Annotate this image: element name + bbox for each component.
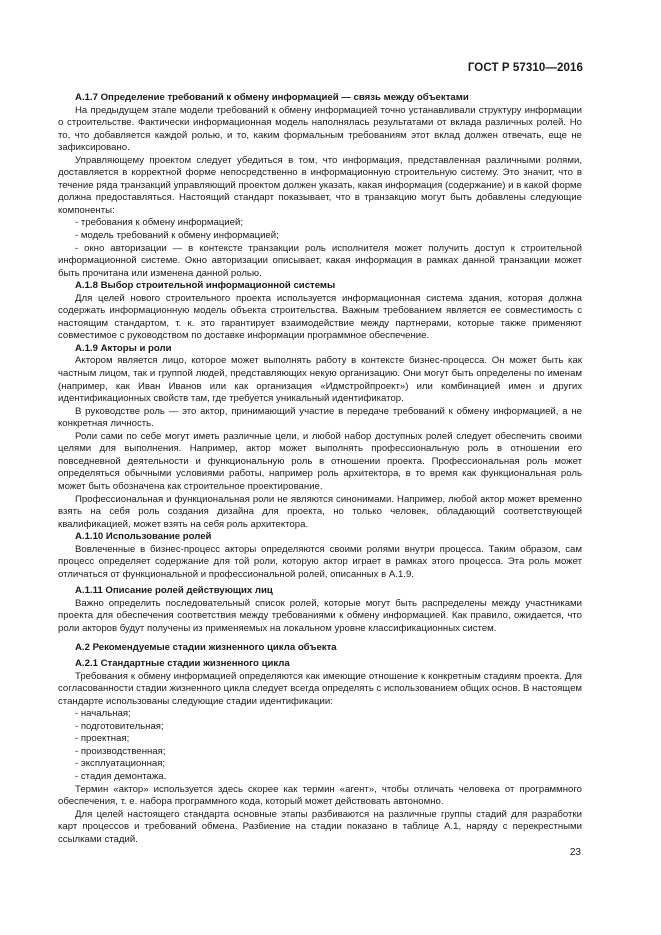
paragraph: Важно определить последовательный список ролей, которые могут быть распределены между участниками проекта для обеспечения соответствия между требованиями к обмену информацией. Как правило, ожидается, что роли акторов будут получены из применяемых на локальном уровне классификационных систем. xyxy=(58,597,582,634)
paragraph: Профессиональная и функциональная роли не являются синонимами. Например, любой актор может временно взять на себя роль создания дизайна для проекта, но только человек, обладающий соответствующей квалификацией, может взять на себя роль архитектора. xyxy=(58,493,582,530)
section-heading-a-1-11: А.1.11 Описание ролей действующих лиц xyxy=(75,585,273,597)
paragraph: Требования к обмену информацией определяются как имеющие отношение к конкретным стадиям проекта. Для согласованности стадии жизненного цикла следует всегда определять с использованием общих основ. В настоящем стандарте использованы следующие стадии идентификации: xyxy=(58,670,582,707)
document-body xyxy=(58,92,582,846)
paragraph: Актором является лицо, которое может выполнять работу в контексте бизнес-процесса. Он может быть как частным лицом, так и группой людей, представляющих некую организацию. Они могут быть определены по именам (например, как Иван Иванов или как организация «Идмстройпроект») или комбинацией имен и других идентификационных свойств там, где требуется уникальный идентификатор. xyxy=(58,355,582,405)
list-item: - подготовительная; xyxy=(75,720,164,732)
list-item: - стадия демонтажа. xyxy=(75,770,167,782)
list-item: - модель требований к обмену информацией; xyxy=(75,230,279,242)
list-item: - проектная; xyxy=(75,733,130,745)
paragraph: В руководстве роль — это актор, принимающий участие в передаче требований к обмену информацией, а не конкретная личность. xyxy=(58,405,582,430)
section-heading-a-2: А.2 Рекомендуемые стадии жизненного цикла объекта xyxy=(75,641,337,653)
page-number: 23 xyxy=(569,847,581,858)
paragraph: Вовлеченные в бизнес-процесс акторы определяются своими ролями внутри процесса. Таким образом, сам процесс определяет содержание для той роли, которую актор играет в рамках этого процесса. Эта роль может отличаться от функциональной и профессиональной ролей, описанных в А.1.9. xyxy=(58,543,582,580)
paragraph: На предыдущем этапе модели требований к обмену информацией точно устанавливали структуру информации о строительстве. Фактически информационная модель наполнялась результатами от вклада различных ролей. Но то, что добавляется каждой ролью, и то, каким формальным требованиям этот вклад должен отвечать, еще не зафиксировано. xyxy=(58,104,582,154)
paragraph: Термин «актор» используется здесь скорее как термин «агент», чтобы отличать человека от программного обеспечения, т. е. набора программного кода, который может действовать автономно. xyxy=(58,783,582,808)
paragraph: Для целей настоящего стандарта основные этапы разбиваются на различные группы стадий для разработки карт процессов и требований обмена. Разбиение на стадии показано в таблице А.1, наряду с перекрестными ссылками стадий. xyxy=(58,808,582,845)
section-heading-a-1-8: А.1.8 Выбор строительной информационной системы xyxy=(75,280,336,292)
section-heading-a-1-7: А.1.7 Определение требований к обмену информацией — связь между объектами xyxy=(75,92,469,103)
list-item: - требования к обмену информацией; xyxy=(75,217,244,229)
paragraph: Роли сами по себе могут иметь различные цели, и любой набор доступных ролей следует обеспечить своими целями для выполнения. Например, актор может выполнять профессиональную роль в отношении его повседневной деятельности и функциональную роль в отношении проекта. Профессиональная роль может определяться обычными условиями работы, например роль архитектора, в то время как функциональная роль может быть обозначена как строительное проектирование. xyxy=(58,430,582,492)
paragraph: - окно авторизации — в контексте транзакции роль исполнителя может получить доступ к строительной информационной системе. Окно авторизации описывает, какая информация в рамках данной транзакции может быть прочитана или изменена данной ролью. xyxy=(58,242,582,279)
paragraph: Управляющему проектом следует убедиться в том, что информация, представленная различными ролями, доставляется в корректной форме непосредственно в информационную строительную систему. Это значит, что в течение ряда транзакций управляющий проектом должен указать, какая информация (содержание) и в какой форме должна предоставляться. Настоящий стандарт показывает, что в транзакцию могут быть добавлены следующие компоненты: xyxy=(58,154,582,216)
document-standard-id: ГОСТ Р 57310—2016 xyxy=(467,62,583,74)
list-item: - эксплуатационная; xyxy=(75,758,166,770)
list-item: - производственная; xyxy=(75,745,166,757)
section-heading-a-2-1: А.2.1 Стандартные стадии жизненного цикла xyxy=(75,658,290,670)
section-heading-a-1-10: А.1.10 Использование ролей xyxy=(75,531,212,543)
paragraph: Для целей нового строительного проекта используется информационная система здания, которая должна содержать информационную модель объекта строительства. Важным требованием является ее совместимость с настоящим стандартом, т. к. это гарантирует взаимодействие между партнерами, которые также применяют совместимое с руководством по доставке информации программное обеспечение. xyxy=(58,292,582,342)
list-item: - начальная; xyxy=(75,708,131,720)
section-heading-a-1-9: А.1.9 Акторы и роли xyxy=(75,342,172,354)
